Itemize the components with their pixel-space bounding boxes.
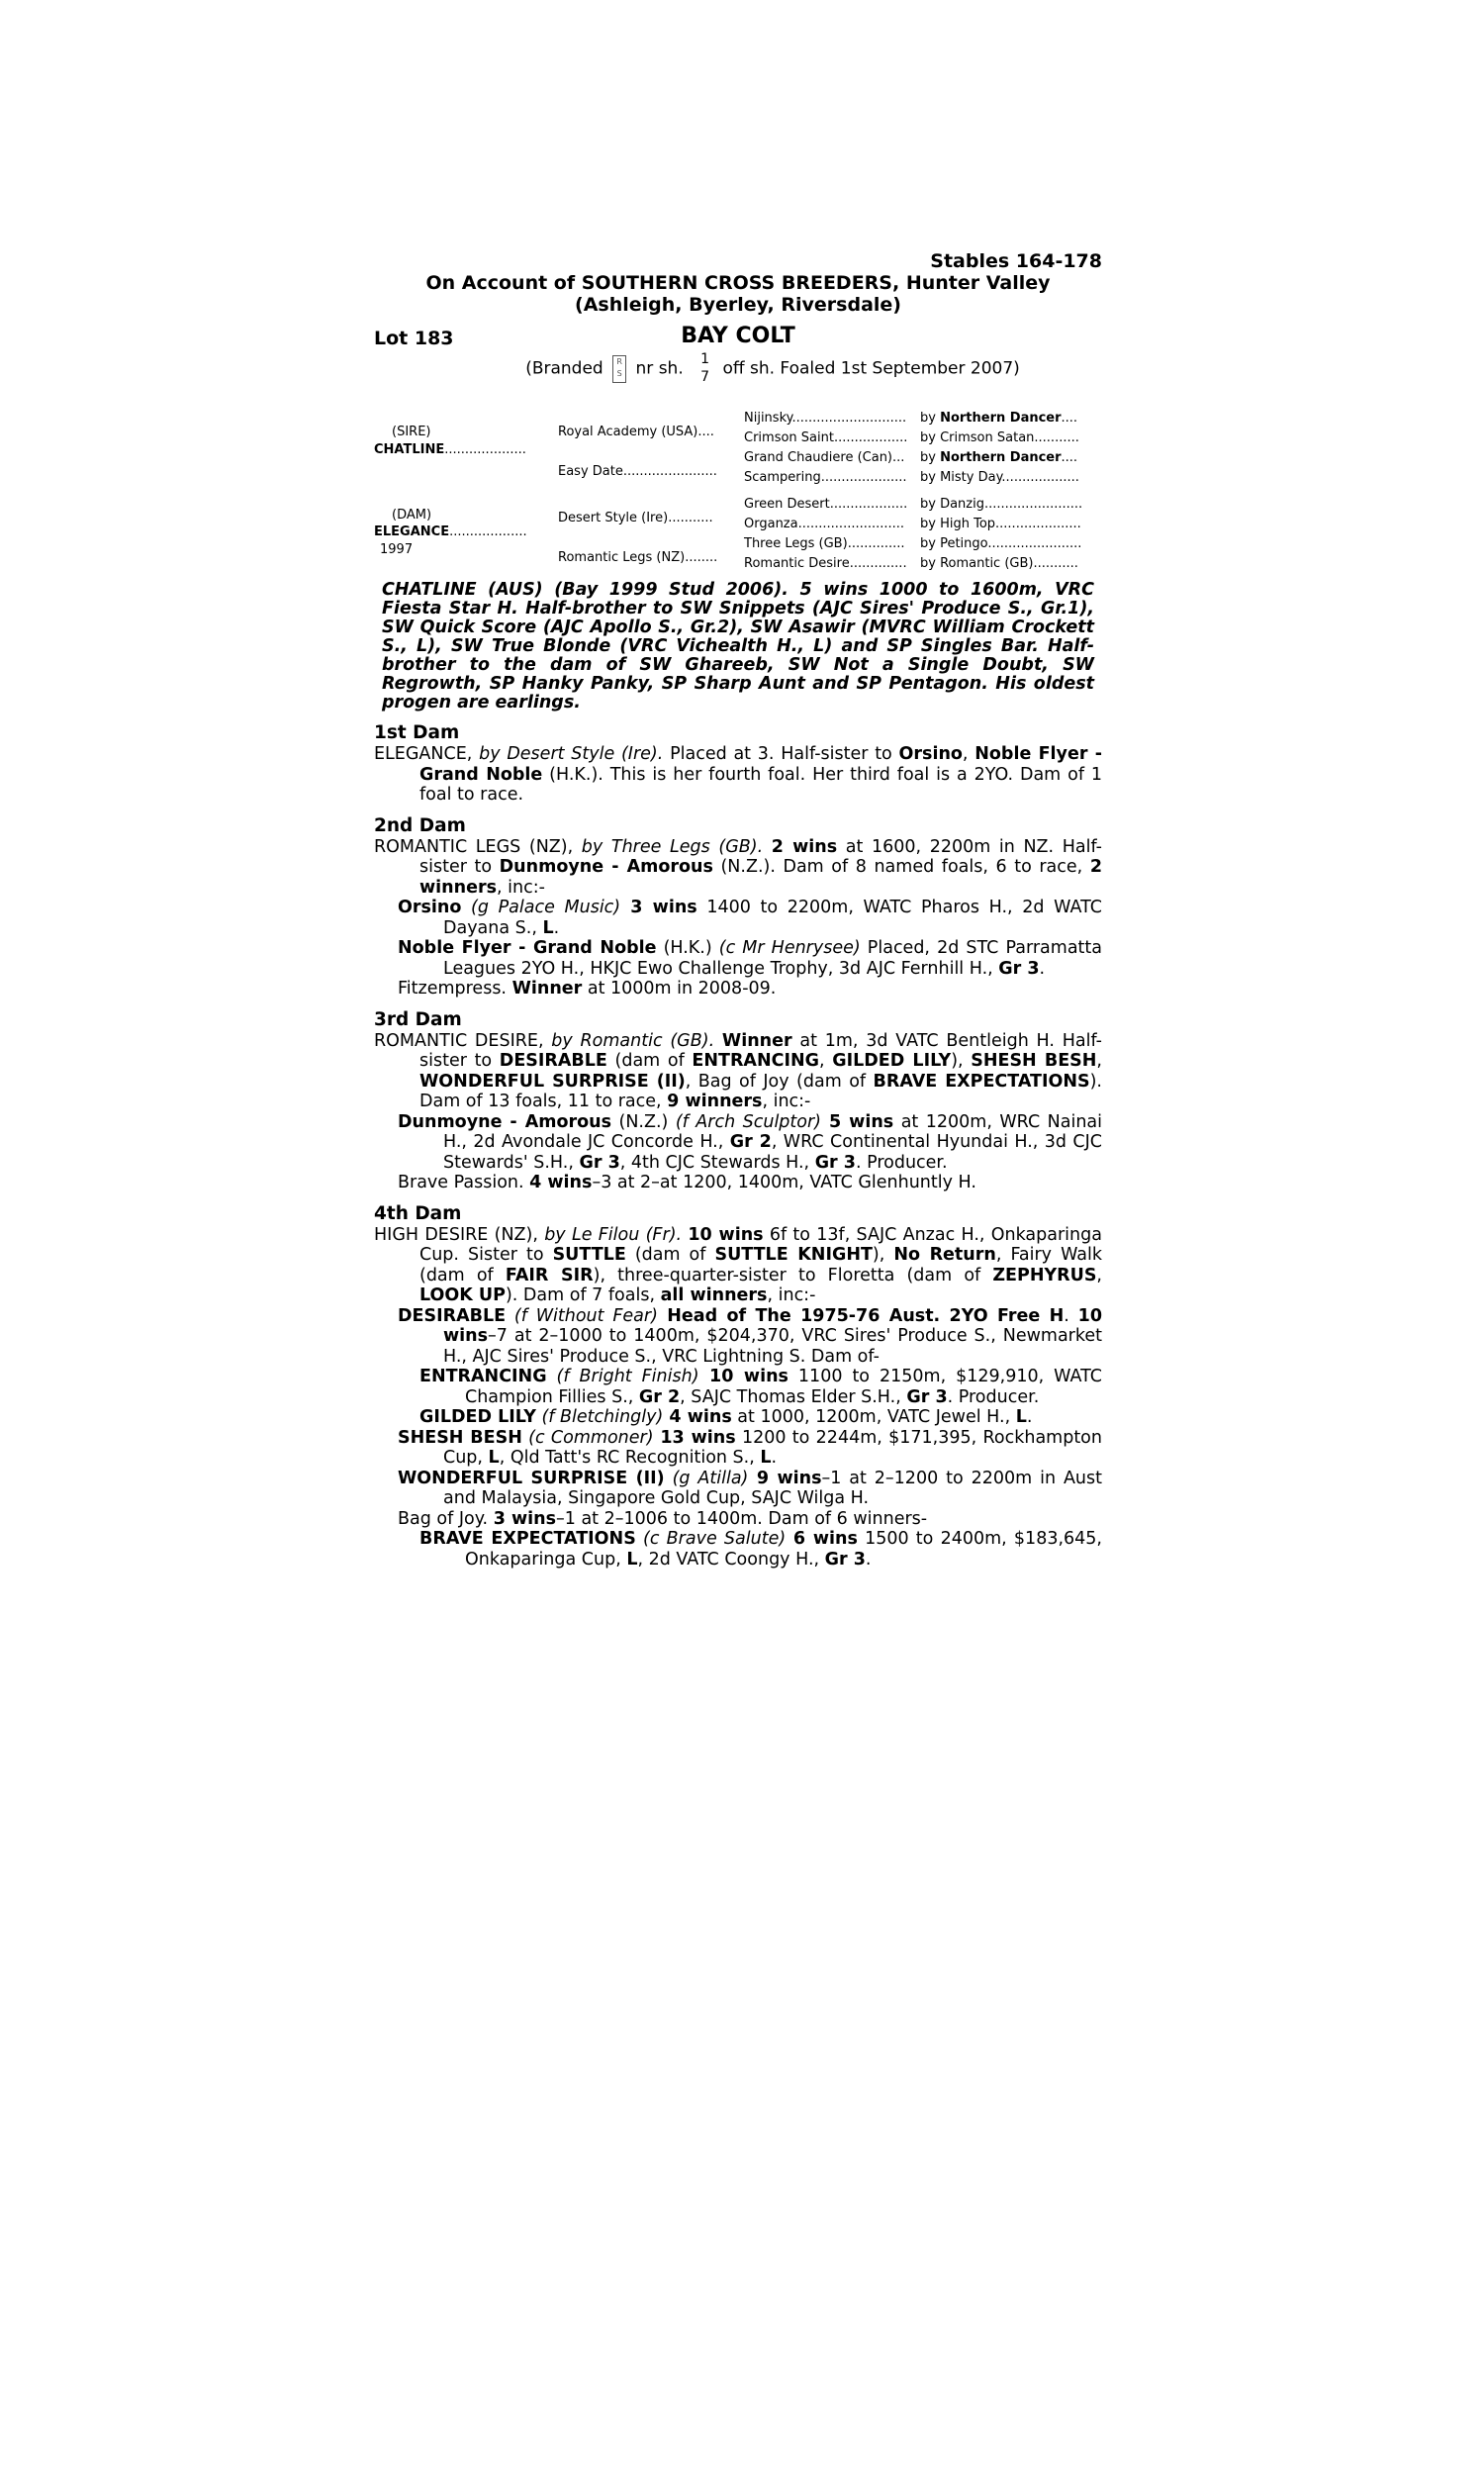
g3-row-3: by Northern Dancer.... xyxy=(920,450,1078,465)
dam-name: ELEGANCE................... xyxy=(374,524,527,539)
fourth-dam-heading: 4th Dam xyxy=(374,1202,462,1224)
g2-row-3: Grand Chaudiere (Can)... xyxy=(744,450,905,465)
second-dam-section xyxy=(374,815,1102,999)
fourth-dam-text: HIGH DESIRE (NZ), by Le Filou (Fr). 10 wins 6f to 13f, SAJC Anzac H., Onkaparinga Cup. Sister to SUTTLE (dam of SUTTLE KNIGHT), No Return, Fairy Walk (dam of FAIR SIR), three-quarter-sister to Floretta (dam of ZEPHYRUS, LOOK UP). Dam of 7 foals, all winners, inc:- xyxy=(374,1224,1102,1305)
progeny-gilded-lily: GILDED LILY (f Bletchingly) 4 wins at 1000, 1200m, VATC Jewel H., L. xyxy=(419,1407,1033,1427)
dam-dam: Romantic Legs (NZ)........ xyxy=(558,550,718,565)
g2-row-1: Nijinsky............................ xyxy=(744,411,907,426)
brand-suffix: off sh. Foaled 1st September 2007) xyxy=(722,358,1020,379)
third-dam-section xyxy=(374,1009,1102,1193)
g2-row-6: Organza.......................... xyxy=(744,517,905,531)
g2-row-8: Romantic Desire.............. xyxy=(744,556,907,571)
sire-dam: Easy Date....................... xyxy=(558,464,717,479)
brand-number-bottom: 7 xyxy=(700,368,710,385)
sire-sire: Royal Academy (USA).... xyxy=(558,425,714,439)
g2-row-2: Crimson Saint.................. xyxy=(744,430,908,445)
progeny-shesh-besh: SHESH BESH (c Commoner) 13 wins 1200 to 2244m, $171,395, Rockhampton Cup, L, Qld Tatt's RC Recognition S., L. xyxy=(398,1427,1102,1468)
first-dam-section xyxy=(374,722,1102,806)
brand-number-top: 1 xyxy=(700,351,710,367)
first-dam-heading: 1st Dam xyxy=(374,722,460,743)
progeny-entrancing: ENTRANCING (f Bright Finish) 10 wins 1100 to 2150m, $129,910, WATC Champion Fillies S., Gr 2, SAJC Thomas Elder S.H., Gr 3. Producer. xyxy=(419,1367,1102,1407)
brand-number xyxy=(700,351,709,386)
brand-nr: nr sh. xyxy=(635,358,684,379)
g2-row-4: Scampering..................... xyxy=(744,470,907,485)
progeny-desirable: DESIRABLE (f Without Fear) Head of The 1975-76 Aust. 2YO Free H. 10 wins–7 at 2–1000 to 1400m, $204,370, VRC Sires' Produce S., Newmarket H., AJC Sires' Produce S., VRC Lightning S. Dam of- xyxy=(398,1305,1102,1367)
progeny-noble-flyer: Noble Flyer - Grand Noble (H.K.) (c Mr Henrysee) Placed, 2d STC Parramatta Leagues 2YO H., HKJC Ewo Challenge Trophy, 3d AJC Fernhill H., Gr 3. xyxy=(398,938,1102,979)
g2-row-5: Green Desert................... xyxy=(744,497,908,512)
lot-row xyxy=(374,324,1102,351)
g3-row-4: by Misty Day................... xyxy=(920,470,1079,485)
brand-prefix: (Branded xyxy=(525,358,603,379)
g3-row-7: by Petingo....................... xyxy=(920,536,1082,551)
g3-row-8: by Romantic (GB)........... xyxy=(920,556,1078,571)
g3-row-2: by Crimson Satan........... xyxy=(920,430,1079,445)
g2-row-7: Three Legs (GB).............. xyxy=(744,536,905,551)
second-dam-heading: 2nd Dam xyxy=(374,814,466,836)
progeny-fitzempress: Fitzempress. Winner at 1000m in 2008-09. xyxy=(398,979,777,999)
second-dam-text: ROMANTIC LEGS (NZ), by Three Legs (GB). 2 wins at 1600, 2200m in NZ. Half-sister to Dunmoyne - Amorous (N.Z.). Dam of 8 named foals, 6 to race, 2 winners, inc:- xyxy=(374,836,1102,898)
sire-summary: CHATLINE (AUS) (Bay 1999 Stud 2006). 5 wins 1000 to 1600m, VRC Fiesta Star H. Half-brother to SW Snippets (AJC Sires' Produce S., Gr.1), SW Quick Score (AJC Apollo S., Gr.2), SW Asawir (MVRC William Crockett S., L), SW True Blonde (VRC Vichealth H., L) and SP Singles Bar. Half-brother to the dam of SW Ghareeb, SW Not a Single Doubt, SW Regrowth, SP Hanky Panky, SP Sharp Aunt and SP Pentagon. His oldest progen are earlings. xyxy=(382,580,1094,713)
dam-sire: Desert Style (Ire)........... xyxy=(558,511,713,525)
fourth-dam-section xyxy=(374,1203,1102,1570)
lot-number: Lot 183 xyxy=(374,328,454,349)
progeny-wonderful-surprise: WONDERFUL SURPRISE (II) (g Atilla) 9 wins–1 at 2–1200 to 2200m in Aust and Malaysia, Singapore Gold Cup, SAJC Wilga H. xyxy=(398,1468,1102,1508)
progeny-bag-of-joy: Bag of Joy. 3 wins–1 at 2–1006 to 1400m. Dam of 6 winners- xyxy=(398,1508,928,1529)
first-dam-text: ELEGANCE, by Desert Style (Ire). Placed at 3. Half-sister to Orsino, Noble Flyer - Grand Noble (H.K.). This is her fourth foal. Her third foal is a 2YO. Dam of 1 foal to race. xyxy=(374,744,1103,805)
sire-label: (SIRE) xyxy=(392,425,431,439)
g3-row-6: by High Top..................... xyxy=(920,517,1081,531)
stables-number: Stables 164-178 xyxy=(930,250,1102,272)
brand-mark-icon: R S xyxy=(612,355,626,383)
lot-description: BAY COLT xyxy=(681,324,795,348)
g3-row-5: by Danzig........................ xyxy=(920,497,1083,512)
third-dam-heading: 3rd Dam xyxy=(374,1008,462,1030)
progeny-brave-expectations: BRAVE EXPECTATIONS (c Brave Salute) 6 wins 1500 to 2400m, $183,645, Onkaparinga Cup, L, 2d VATC Coongy H., Gr 3. xyxy=(419,1529,1102,1570)
vendor-account: On Account of SOUTHERN CROSS BREEDERS, Hunter Valley xyxy=(425,272,1051,294)
brand-line xyxy=(443,351,1102,391)
progeny-brave-passion: Brave Passion. 4 wins–3 at 2–at 1200, 1400m, VATC Glenhuntly H. xyxy=(398,1173,976,1192)
g3-row-1: by Northern Dancer.... xyxy=(920,411,1078,426)
vendor-farms: (Ashleigh, Byerley, Riversdale) xyxy=(575,294,901,316)
third-dam-text: ROMANTIC DESIRE, by Romantic (GB). Winner at 1m, 3d VATC Bentleigh H. Half-sister to DESIRABLE (dam of ENTRANCING, GILDED LILY), SHESH BESH, WONDERFUL SURPRISE (II), Bag of Joy (dam of BRAVE EXPECTATIONS). Dam of 13 foals, 11 to race, 9 winners, inc:- xyxy=(374,1030,1102,1111)
progeny-dunmoyne: Dunmoyne - Amorous (N.Z.) (f Arch Sculptor) 5 wins at 1200m, WRC Nainai H., 2d Avondale JC Concorde H., Gr 2, WRC Continental Hyundai H., 3d CJC Stewards' S.H., Gr 3, 4th CJC Stewards H., Gr 3. Producer. xyxy=(398,1111,1103,1173)
dam-label: (DAM) xyxy=(392,508,432,523)
catalogue-page xyxy=(374,250,1102,1570)
dam-year: 1997 xyxy=(380,542,414,557)
sire-name: CHATLINE.................... xyxy=(374,442,526,457)
progeny-orsino: Orsino (g Palace Music) 3 wins 1400 to 2200m, WATC Pharos H., 2d WATC Dayana S., L. xyxy=(398,898,1102,938)
pedigree-table xyxy=(374,399,1102,571)
